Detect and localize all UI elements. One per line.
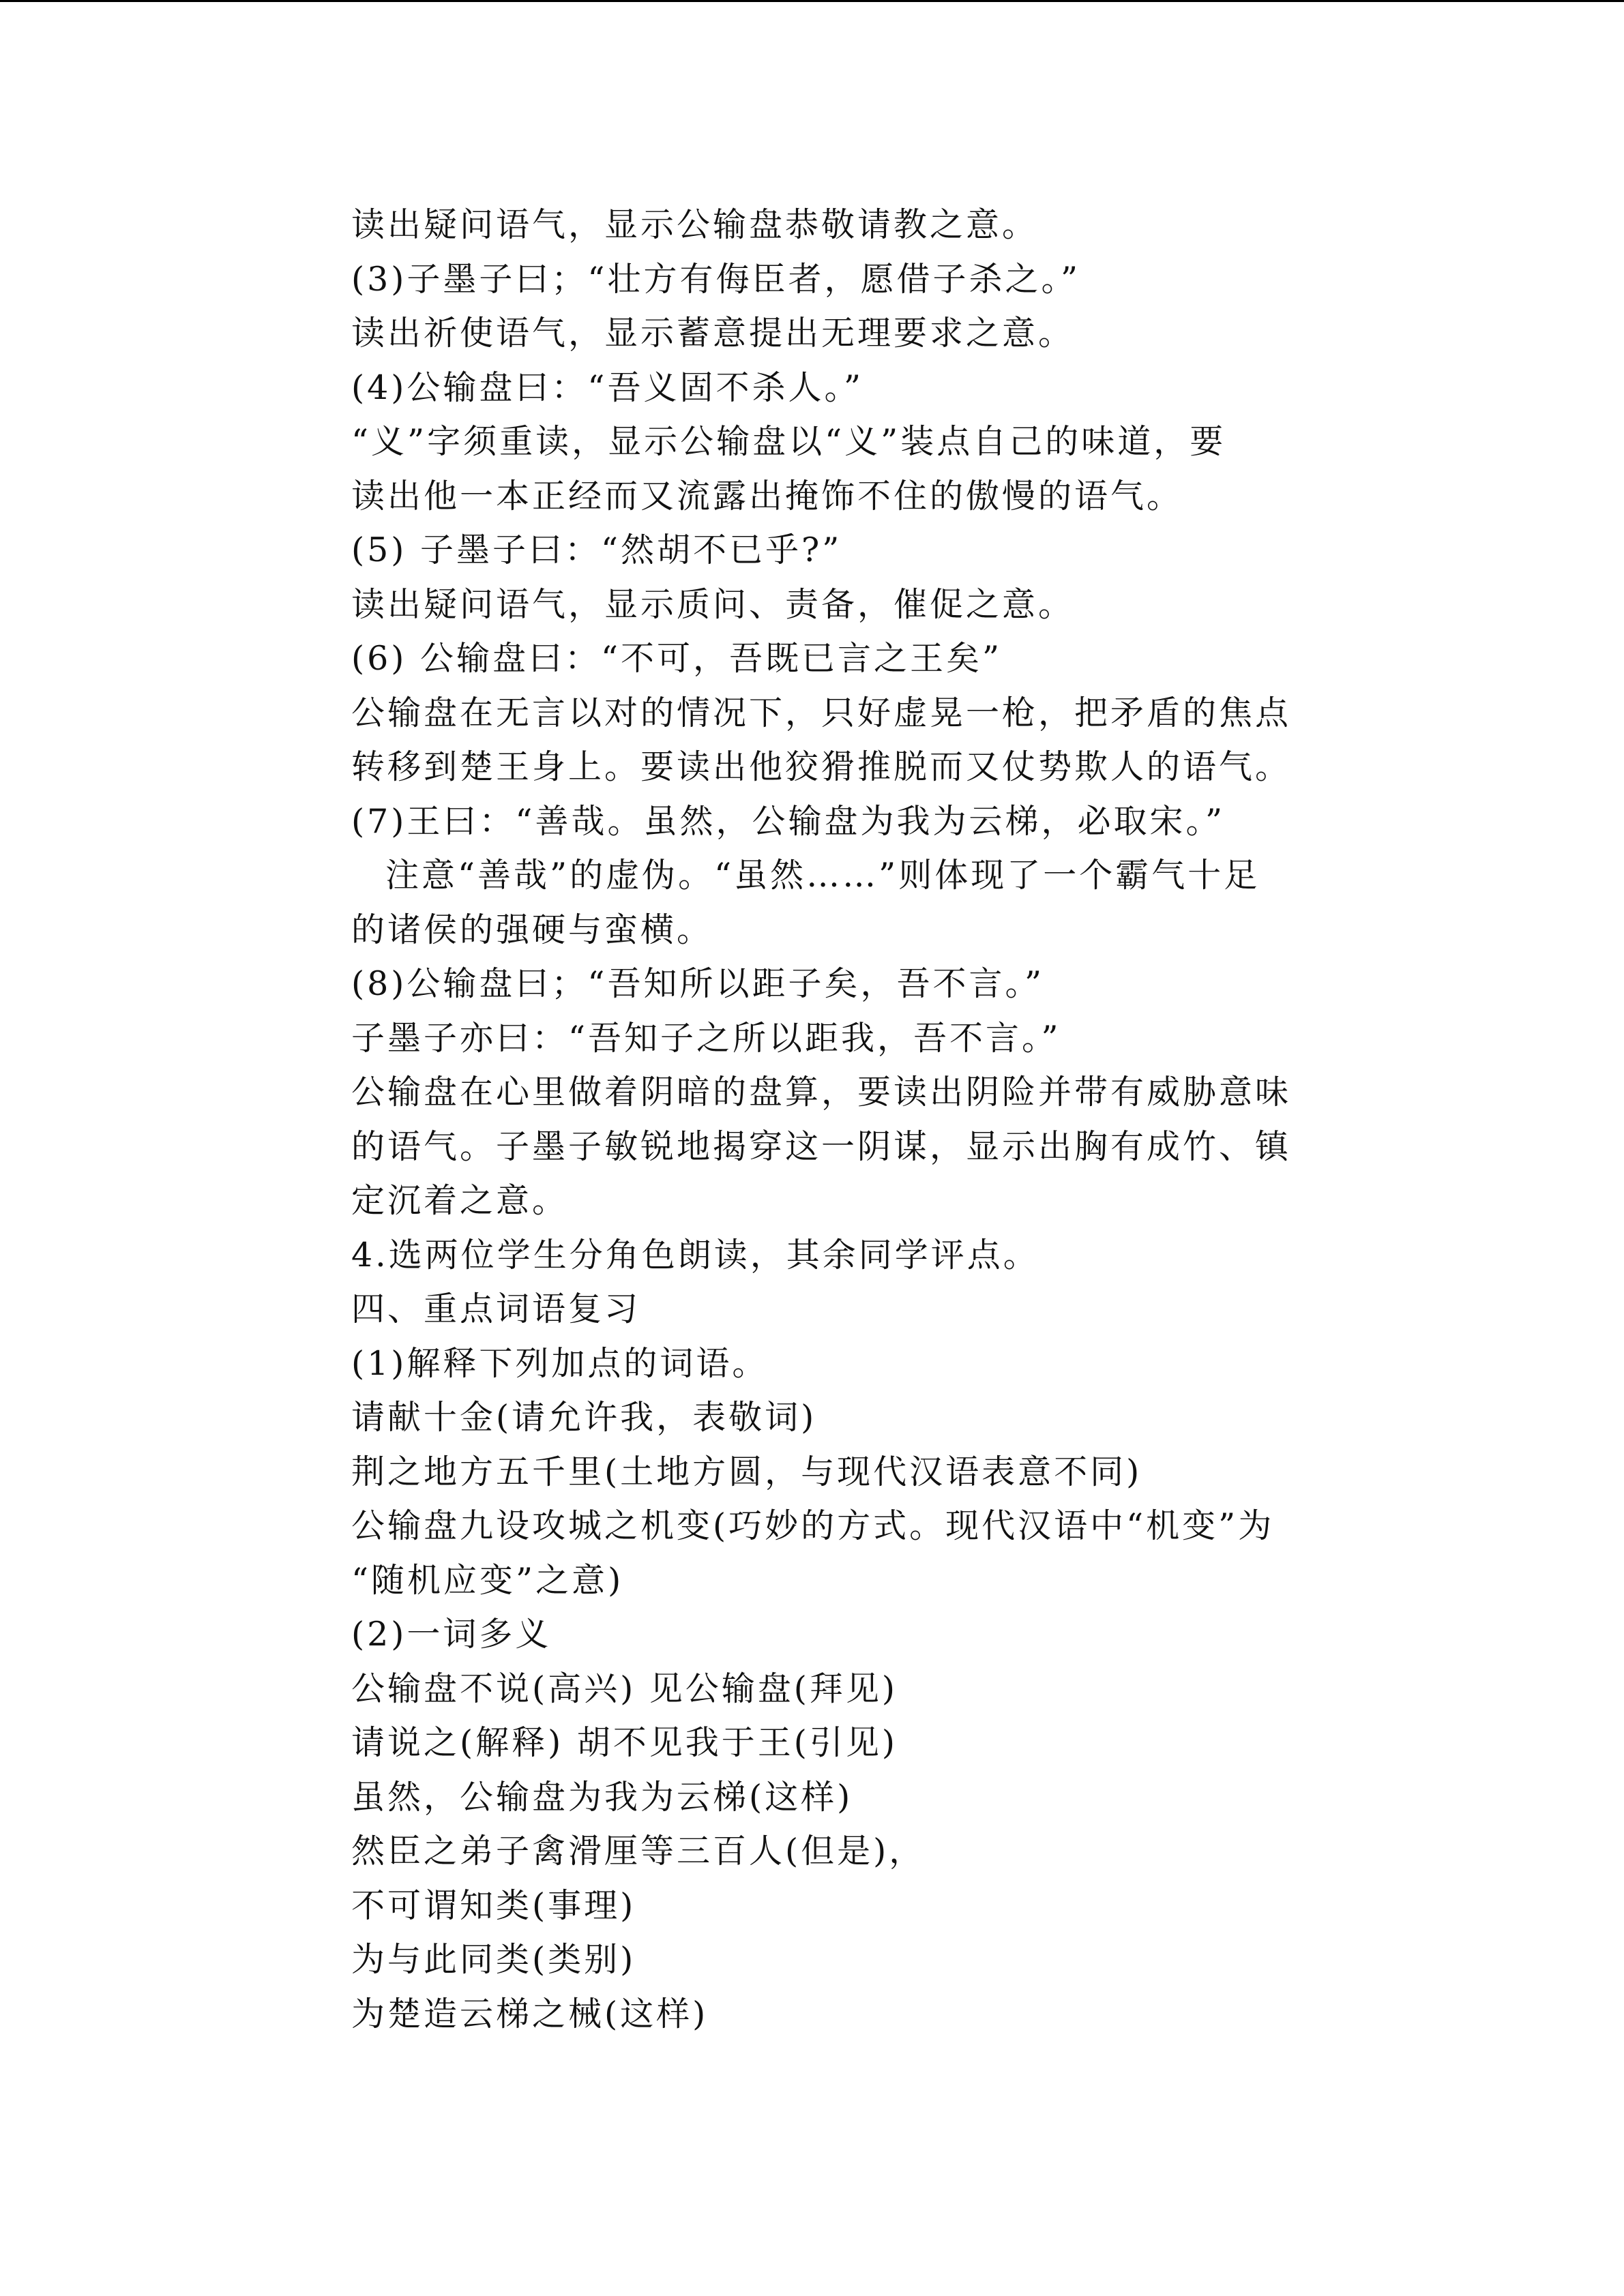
text-line: 子墨子亦曰：“吾知子之所以距我，吾不言。” [351, 1018, 1061, 1058]
text-line: 公输盘不说(高兴) 见公输盘(拜见) [351, 1669, 898, 1708]
text-line: (5) 子墨子曰：“然胡不已乎?” [351, 531, 842, 569]
text-line: (4)公输盘曰：“吾义固不杀人。” [351, 368, 864, 407]
text-line: 读出疑问语气，显示质问、责备，催促之意。 [351, 584, 1075, 624]
text-line: 公输盘在无言以对的情况下，只好虚晃一枪，把矛盾的焦点 [351, 693, 1292, 732]
text-line: 注意“善哉”的虚伪。“虽然……”则体现了一个霸气十足 [385, 856, 1260, 895]
text-line: (2)一词多义 [351, 1615, 552, 1654]
text-line: 4.选两位学生分角色朗读，其余同学评点。 [351, 1235, 1039, 1274]
text-line: 读出他一本正经而又流露出掩饰不住的傲慢的语气。 [351, 476, 1183, 516]
text-line: 然臣之弟子禽滑厘等三百人(但是)， [351, 1832, 926, 1870]
text-line: 不可谓知类(事理) [351, 1885, 636, 1925]
text-line: 定沉着之意。 [351, 1181, 569, 1220]
text-line: 荆之地方五千里(土地方圆，与现代汉语表意不同) [351, 1452, 1142, 1491]
text-line: 的语气。子墨子敏锐地揭穿这一阴谋，显示出胸有成竹、镇 [351, 1127, 1292, 1166]
top-border-line [0, 0, 1624, 2]
text-line: 读出祈使语气，显示蓄意提出无理要求之意。 [351, 314, 1075, 353]
text-line: (8)公输盘曰；“吾知所以距子矣，吾不言。” [351, 964, 1045, 1003]
body-text [351, 198, 1374, 2041]
text-line: 的诸侯的强硬与蛮横。 [351, 910, 713, 949]
text-line: 公输盘在心里做着阴暗的盘算，要读出阴险并带有威胁意味 [351, 1073, 1292, 1112]
text-line: 请说之(解释) 胡不见我于王(引见) [351, 1723, 898, 1762]
text-line: 为楚造云梯之械(这样) [351, 1994, 709, 2033]
text-line: 读出疑问语气，显示公输盘恭敬请教之意。 [351, 205, 1039, 244]
text-line: “随机应变”之意) [351, 1560, 624, 1600]
text-line: 转移到楚王身上。要读出他狡猾推脱而又仗势欺人的语气。 [351, 747, 1292, 786]
text-line: “义”字须重读，显示公输盘以“义”装点自己的味道，要 [351, 422, 1226, 461]
section-heading: 四、重点词语复习 [351, 1289, 641, 1328]
text-line: 请献十金(请允许我，表敬词) [351, 1398, 817, 1437]
text-line: 公输盘九设攻城之机变(巧妙的方式。现代汉语中“机变”为 [351, 1506, 1275, 1545]
text-line: (7)王曰：“善哉。虽然，公输盘为我为云梯，必取宋。” [351, 801, 1226, 841]
text-line: (6) 公输盘曰：“不可，吾既已言之王矣” [351, 639, 1003, 678]
text-line: (3)子墨子曰；“壮方有侮臣者，愿借子杀之。” [351, 259, 1081, 299]
text-line: 为与此同类(类别) [351, 1940, 636, 1979]
text-line: (1)解释下列加点的词语。 [351, 1343, 769, 1383]
text-line: 虽然，公输盘为我为云梯(这样) [351, 1777, 853, 1817]
